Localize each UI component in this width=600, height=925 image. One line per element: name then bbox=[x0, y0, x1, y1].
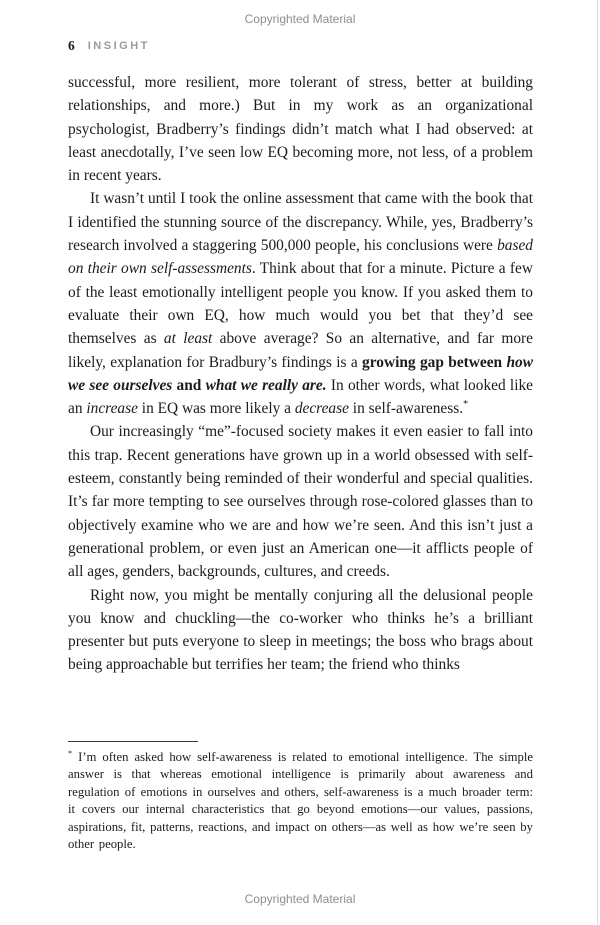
footnote bbox=[68, 741, 533, 853]
book-title: INSIGHT bbox=[87, 40, 150, 52]
paragraph: successful, more resilient, more tolerant of stress, better at building relationships, and more.) But in my work as an organizational psychologist, Bradberry’s findings didn’t match what I had observed: at least anecdotally, I’ve seen low EQ becoming more, not less, of a problem in recent years. bbox=[68, 74, 533, 185]
paragraph: * I’m often asked how self-awareness is related to emotional intelligence. The simple answer is that whereas emotional intelligence is primarily about awareness and regulation of emotions in ourselves and others, self-awareness is a much broader term: it covers our internal characteristics that go beyond emotions—our values, passions, aspirations, fit, patterns, reactions, and impact on others—as well as how we’re seen by other people. bbox=[68, 748, 533, 852]
page-edge-line bbox=[597, 0, 598, 925]
body-text bbox=[68, 71, 533, 741]
paragraph: It wasn’t until I took the online assessment that came with the book that I identified the stunning source of the discrepancy. While, yes, Bradberry’s research involved a staggering 500,000 people, his conclusions were based on their own self-assessments. Think about that for a minute. Picture a few of the least emotionally intelligent people you know. If you asked them to evaluate their own EQ, how much would you bet that they’d see themselves as at least above average? So an alternative, and far more likely, explanation for Bradbury’s findings is a growing gap between how we see ourselves and what we really are. In other words, what looked like an increase in EQ was more likely a decrease in self-awareness.* bbox=[68, 190, 533, 418]
page-number: 6 bbox=[68, 38, 75, 53]
paragraph: Right now, you might be mentally conjuring all the delusional people you know and chuckling—the co-worker who thinks he’s a brilliant presenter but puts everyone to sleep in meetings; the boss who brags about being approachable but terrifies her team; the friend who thinks bbox=[68, 586, 533, 674]
copyright-notice-top: Copyrighted Material bbox=[244, 12, 356, 26]
footnote-text bbox=[68, 749, 533, 853]
footnote-rule bbox=[68, 741, 198, 742]
paragraph: Our increasingly “me”-focused society makes it even easier to fall into this trap. Recent generations have grown up in a world obsessed with self-esteem, constantly being reminded of their wonderful and special qualities. It’s far more tempting to see ourselves through rose-colored glasses than to objectively examine who we are and how we’re seen. And this isn’t just a generational problem, or even just an American one—it afflicts people of all ages, genders, backgrounds, cultures, and creeds. bbox=[68, 423, 533, 581]
copyright-notice-bottom: Copyrighted Material bbox=[244, 892, 356, 906]
page-header bbox=[68, 37, 150, 55]
